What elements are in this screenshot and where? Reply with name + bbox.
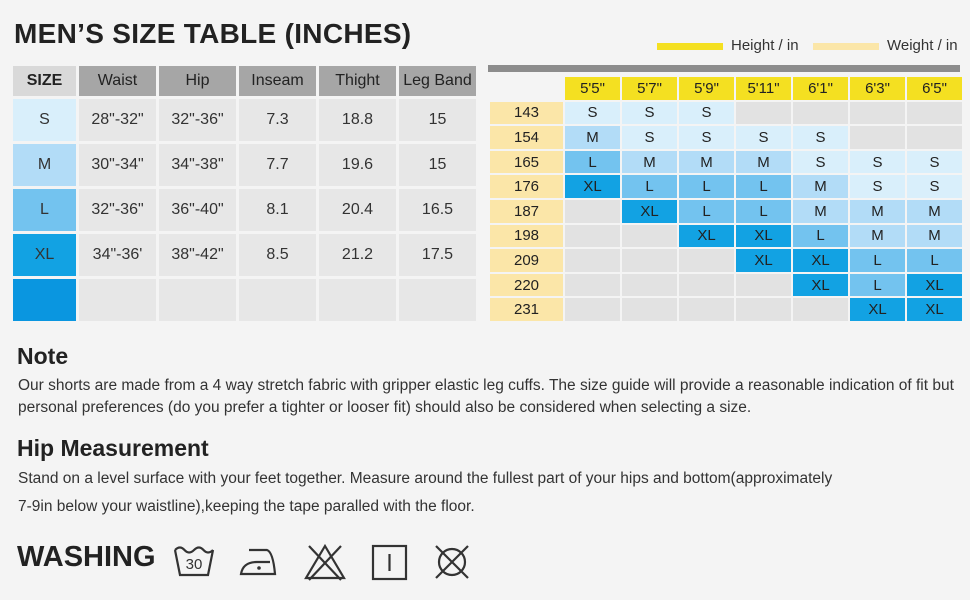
size-table-cell-waist: 32"-36" xyxy=(79,189,156,231)
legend-height-swatch xyxy=(657,43,723,50)
tumble-dry-icon xyxy=(370,542,410,582)
chart-cell xyxy=(679,249,734,272)
size-table-cell-inseam: 7.7 xyxy=(239,144,316,186)
chart-cell: M xyxy=(736,151,791,174)
size-table-cell-hip: 34"-38" xyxy=(159,144,236,186)
chart-cell: L xyxy=(850,249,905,272)
chart-cell xyxy=(622,274,677,297)
weight-label: 187 xyxy=(490,200,563,223)
size-table-cell-thigh: 21.2 xyxy=(319,234,396,276)
weight-label: 143 xyxy=(490,102,563,125)
chart-cell xyxy=(565,274,620,297)
size-table xyxy=(10,63,479,324)
chart-row xyxy=(490,102,962,125)
chart-cell: XL xyxy=(679,225,734,248)
size-table-cell-thigh: 19.6 xyxy=(319,144,396,186)
chart-cell: M xyxy=(793,200,848,223)
chart-cell: S xyxy=(622,102,677,125)
chart-cell xyxy=(793,298,848,321)
chart-cell: M xyxy=(850,225,905,248)
chart-cell xyxy=(679,274,734,297)
size-table-cell-hip xyxy=(159,279,236,321)
chart-cell: S xyxy=(907,175,962,198)
chart-row xyxy=(490,126,962,149)
size-cell: XL xyxy=(13,234,76,276)
size-table-cell-leg-band: 15 xyxy=(399,144,476,186)
chart-row xyxy=(490,298,962,321)
chart-cell: M xyxy=(565,126,620,149)
header-size: SIZE xyxy=(13,66,76,96)
legend-height xyxy=(657,37,799,54)
size-table-header xyxy=(13,66,476,96)
hip-text-line2: 7-9in below your waistline),keeping the tape paralled with the floor. xyxy=(18,498,475,515)
chart-cell: L xyxy=(850,274,905,297)
chart-cell: S xyxy=(793,151,848,174)
height-label: 5'11" xyxy=(736,77,791,100)
chart-cell: L xyxy=(736,175,791,198)
size-table-cell-leg-band xyxy=(399,279,476,321)
size-table-cell-thigh: 18.8 xyxy=(319,99,396,141)
chart-cell: M xyxy=(907,200,962,223)
chart-cell xyxy=(793,102,848,125)
chart-cell: L xyxy=(565,151,620,174)
chart-header-bar xyxy=(488,65,960,72)
height-label: 6'1" xyxy=(793,77,848,100)
header-inseam: Inseam xyxy=(239,66,316,96)
height-label: 6'5" xyxy=(907,77,962,100)
size-table-row xyxy=(13,99,476,141)
chart-cell: XL xyxy=(850,298,905,321)
size-table-cell-waist: 28"-32" xyxy=(79,99,156,141)
chart-cell: XL xyxy=(622,200,677,223)
chart-cell: XL xyxy=(736,249,791,272)
chart-cell xyxy=(850,102,905,125)
weight-label: 165 xyxy=(490,151,563,174)
size-table-cell-thigh xyxy=(319,279,396,321)
chart-cell: S xyxy=(679,126,734,149)
size-cell: S xyxy=(13,99,76,141)
chart-cell: XL xyxy=(565,175,620,198)
hip-heading: Hip Measurement xyxy=(17,435,209,461)
weight-label: 154 xyxy=(490,126,563,149)
header-thigh: Thight xyxy=(319,66,396,96)
size-table-cell-hip: 38"-42" xyxy=(159,234,236,276)
chart-cell xyxy=(850,126,905,149)
height-label: 5'7" xyxy=(622,77,677,100)
size-table-row xyxy=(13,234,476,276)
chart-cell: S xyxy=(850,175,905,198)
note-heading: Note xyxy=(17,343,69,369)
size-cell: M xyxy=(13,144,76,186)
legend-weight xyxy=(813,37,958,54)
chart-cell xyxy=(736,102,791,125)
chart-row xyxy=(490,249,962,272)
height-label: 5'9" xyxy=(679,77,734,100)
chart-cell xyxy=(736,298,791,321)
chart-cell: L xyxy=(679,175,734,198)
size-cell: L xyxy=(13,189,76,231)
chart-cell: S xyxy=(793,126,848,149)
chart-cell xyxy=(565,298,620,321)
chart-cell xyxy=(565,225,620,248)
chart-cell xyxy=(622,225,677,248)
wash-temp-label: 30 xyxy=(185,556,203,573)
chart-row xyxy=(490,225,962,248)
size-table-cell-inseam: 8.1 xyxy=(239,189,316,231)
chart-row xyxy=(490,151,962,174)
chart-cell: M xyxy=(622,151,677,174)
chart-cell xyxy=(622,298,677,321)
chart-cell: L xyxy=(907,249,962,272)
size-table-cell-leg-band: 17.5 xyxy=(399,234,476,276)
size-table-cell-waist: 30"-34" xyxy=(79,144,156,186)
size-table-cell-inseam xyxy=(239,279,316,321)
chart-height-row xyxy=(490,77,962,100)
weight-label: 198 xyxy=(490,225,563,248)
do-not-bleach-icon xyxy=(303,542,347,582)
size-table-cell-inseam: 7.3 xyxy=(239,99,316,141)
size-cell xyxy=(13,279,76,321)
chart-cell: S xyxy=(622,126,677,149)
chart-corner xyxy=(490,77,563,100)
legend-weight-label: Weight / in xyxy=(887,37,958,54)
chart-row xyxy=(490,175,962,198)
height-label: 5'5" xyxy=(565,77,620,100)
size-table-cell-hip: 36"-40" xyxy=(159,189,236,231)
header-hip: Hip xyxy=(159,66,236,96)
chart-cell: S xyxy=(850,151,905,174)
chart-cell: XL xyxy=(793,274,848,297)
chart-cell: M xyxy=(679,151,734,174)
chart-cell: L xyxy=(736,200,791,223)
chart-cell: L xyxy=(793,225,848,248)
size-table-cell-waist xyxy=(79,279,156,321)
chart-row xyxy=(490,274,962,297)
weight-label: 176 xyxy=(490,175,563,198)
size-chart-grid xyxy=(488,75,964,323)
size-table-cell-leg-band: 16.5 xyxy=(399,189,476,231)
chart-cell: S xyxy=(679,102,734,125)
note-text: Our shorts are made from a 4 way stretch fabric with gripper elastic leg cuffs. The size guide will provide a reasonable indication of fit but personal preferences (do you prefer a tighter or looser fit) should also be considered when selecting a size. xyxy=(18,377,954,416)
size-table-row xyxy=(13,189,476,231)
chart-cell: S xyxy=(736,126,791,149)
chart-cell xyxy=(622,249,677,272)
chart-cell: XL xyxy=(907,298,962,321)
chart-cell xyxy=(565,200,620,223)
size-table-cell-waist: 34"-36' xyxy=(79,234,156,276)
legend-weight-swatch xyxy=(813,43,879,50)
size-table-cell-hip: 32"-36" xyxy=(159,99,236,141)
weight-label: 231 xyxy=(490,298,563,321)
weight-label: 209 xyxy=(490,249,563,272)
height-label: 6'3" xyxy=(850,77,905,100)
iron-icon xyxy=(237,542,281,582)
chart-cell xyxy=(679,298,734,321)
header-leg-band: Leg Band xyxy=(399,66,476,96)
chart-cell xyxy=(907,126,962,149)
chart-row xyxy=(490,200,962,223)
size-table-cell-inseam: 8.5 xyxy=(239,234,316,276)
size-table-cell-thigh: 20.4 xyxy=(319,189,396,231)
chart-cell: M xyxy=(907,225,962,248)
chart-cell: M xyxy=(793,175,848,198)
size-table-row xyxy=(13,279,476,321)
chart-cell xyxy=(565,249,620,272)
size-table-row xyxy=(13,144,476,186)
do-not-dry-clean-icon xyxy=(431,542,473,582)
header-waist: Waist xyxy=(79,66,156,96)
wash-30-icon xyxy=(172,542,216,582)
chart-cell xyxy=(736,274,791,297)
chart-cell: S xyxy=(565,102,620,125)
washing-heading: WASHING xyxy=(17,541,156,573)
chart-cell: XL xyxy=(793,249,848,272)
chart-cell: L xyxy=(679,200,734,223)
size-table-cell-leg-band: 15 xyxy=(399,99,476,141)
chart-cell: M xyxy=(850,200,905,223)
legend-height-label: Height / in xyxy=(731,37,799,54)
chart-cell xyxy=(907,102,962,125)
weight-label: 220 xyxy=(490,274,563,297)
hip-text-line1: Stand on a level surface with your feet together. Measure around the fullest part of your hips and bottom(approximately xyxy=(18,470,833,487)
page-title: MEN’S SIZE TABLE (INCHES) xyxy=(14,18,412,49)
chart-cell: S xyxy=(907,151,962,174)
chart-cell: XL xyxy=(907,274,962,297)
chart-cell: L xyxy=(622,175,677,198)
chart-cell: XL xyxy=(736,225,791,248)
